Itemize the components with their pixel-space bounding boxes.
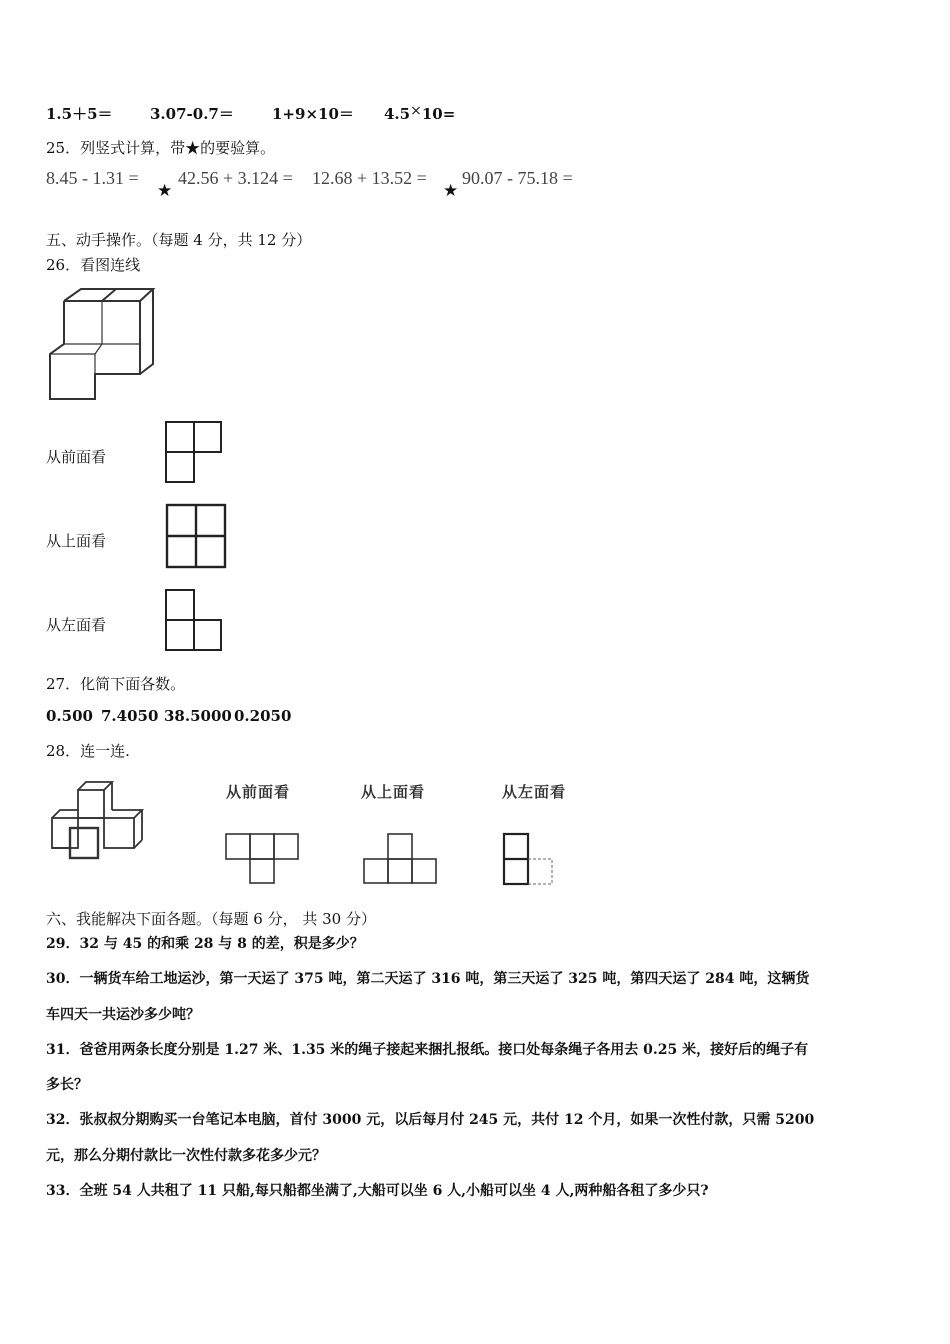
problem-29: 29．32 与 45 的和乘 28 与 8 的差，积是多少？ [46, 936, 364, 952]
q26-label-top: 从上面看 [46, 532, 107, 550]
problem-31-line-1: 31．爸爸用两条长度分别是 1.27 米、1.35 米的绳子接起来捆扎报纸。接口处每条绳子各用去 0.25 米，接好后的绳子有 [46, 1042, 809, 1058]
q28-caption-top: 从上面看 [361, 783, 426, 801]
problem-30-line-2: 车四天一共运沙多少吨？ [46, 1007, 200, 1023]
section-5-title: 五、动手操作。（每题 4 分，共 12 分） [46, 231, 312, 249]
q27-number: 0.500 [46, 707, 93, 725]
q28-cube-figure [48, 778, 152, 860]
q26-view-left [164, 588, 224, 652]
q28-view-left [502, 832, 556, 886]
q25-title: 25．列竖式计算，带★的要验算。 [46, 139, 276, 157]
oral-calc-3: 1+9×10＝ [272, 105, 354, 123]
problem-32-line-2: 元，那么分期付款比一次性付款多花多少元？ [46, 1148, 326, 1164]
q26-label-front: 从前面看 [46, 448, 107, 466]
section-6-title: 六、我能解决下面各题。（每题 6 分， 共 30 分） [46, 910, 376, 928]
q25-item-3: 12.68 + 13.52 = [312, 168, 427, 188]
q28-caption-left: 从左面看 [502, 783, 567, 801]
q25-item-2: 42.56 + 3.124 = [178, 168, 293, 188]
oral-calc-1: 1.5＋5＝ [46, 105, 113, 123]
q27-number: 7.4050 [101, 707, 159, 725]
q26-title: 26．看图连线 [46, 256, 141, 274]
q27-number: 0.2050 [234, 707, 292, 725]
oral-calc-4-num: 4.5 [384, 105, 411, 123]
q28-caption-front: 从前面看 [226, 783, 291, 801]
oral-calc-2: 3.07-0.7＝ [150, 105, 234, 123]
q27-number: 38.5000 [164, 707, 232, 725]
star-icon: ★ [443, 181, 459, 201]
q26-label-left: 从左面看 [46, 616, 107, 634]
problem-32-line-1: 32．张叔叔分期购买一台笔记本电脑，首付 3000 元，以后每月付 245 元，共付 12 个月，如果一次性付款，只需 5200 [46, 1112, 815, 1128]
star-icon: ★ [157, 181, 173, 201]
q26-view-top [165, 503, 227, 569]
q26-view-front [164, 420, 224, 484]
times-sign: × [410, 103, 422, 119]
problem-33: 33．全班 54 人共租了 11 只船,每只船都坐满了,大船可以坐 6 人,小船可以坐 4 人,两种船各租了多少只? [46, 1183, 709, 1199]
q28-title: 28．连一连. [46, 742, 130, 760]
oral-calc-4 [384, 103, 455, 123]
q27-title: 27．化简下面各数。 [46, 675, 186, 693]
q28-view-front [224, 832, 302, 886]
oral-calc-4-rest: 10= [421, 105, 456, 123]
problem-31-line-2: 多长？ [46, 1077, 88, 1093]
q26-cube-figure [44, 286, 159, 404]
problem-30-line-1: 30．一辆货车给工地运沙，第一天运了 375 吨，第二天运了 316 吨，第三天运了 325 吨，第四天运了 284 吨，这辆货 [46, 971, 810, 987]
q25-item-4: 90.07 - 75.18 = [462, 168, 573, 188]
q25-item-1: 8.45 - 1.31 = [46, 168, 139, 188]
q28-view-top [362, 832, 440, 886]
